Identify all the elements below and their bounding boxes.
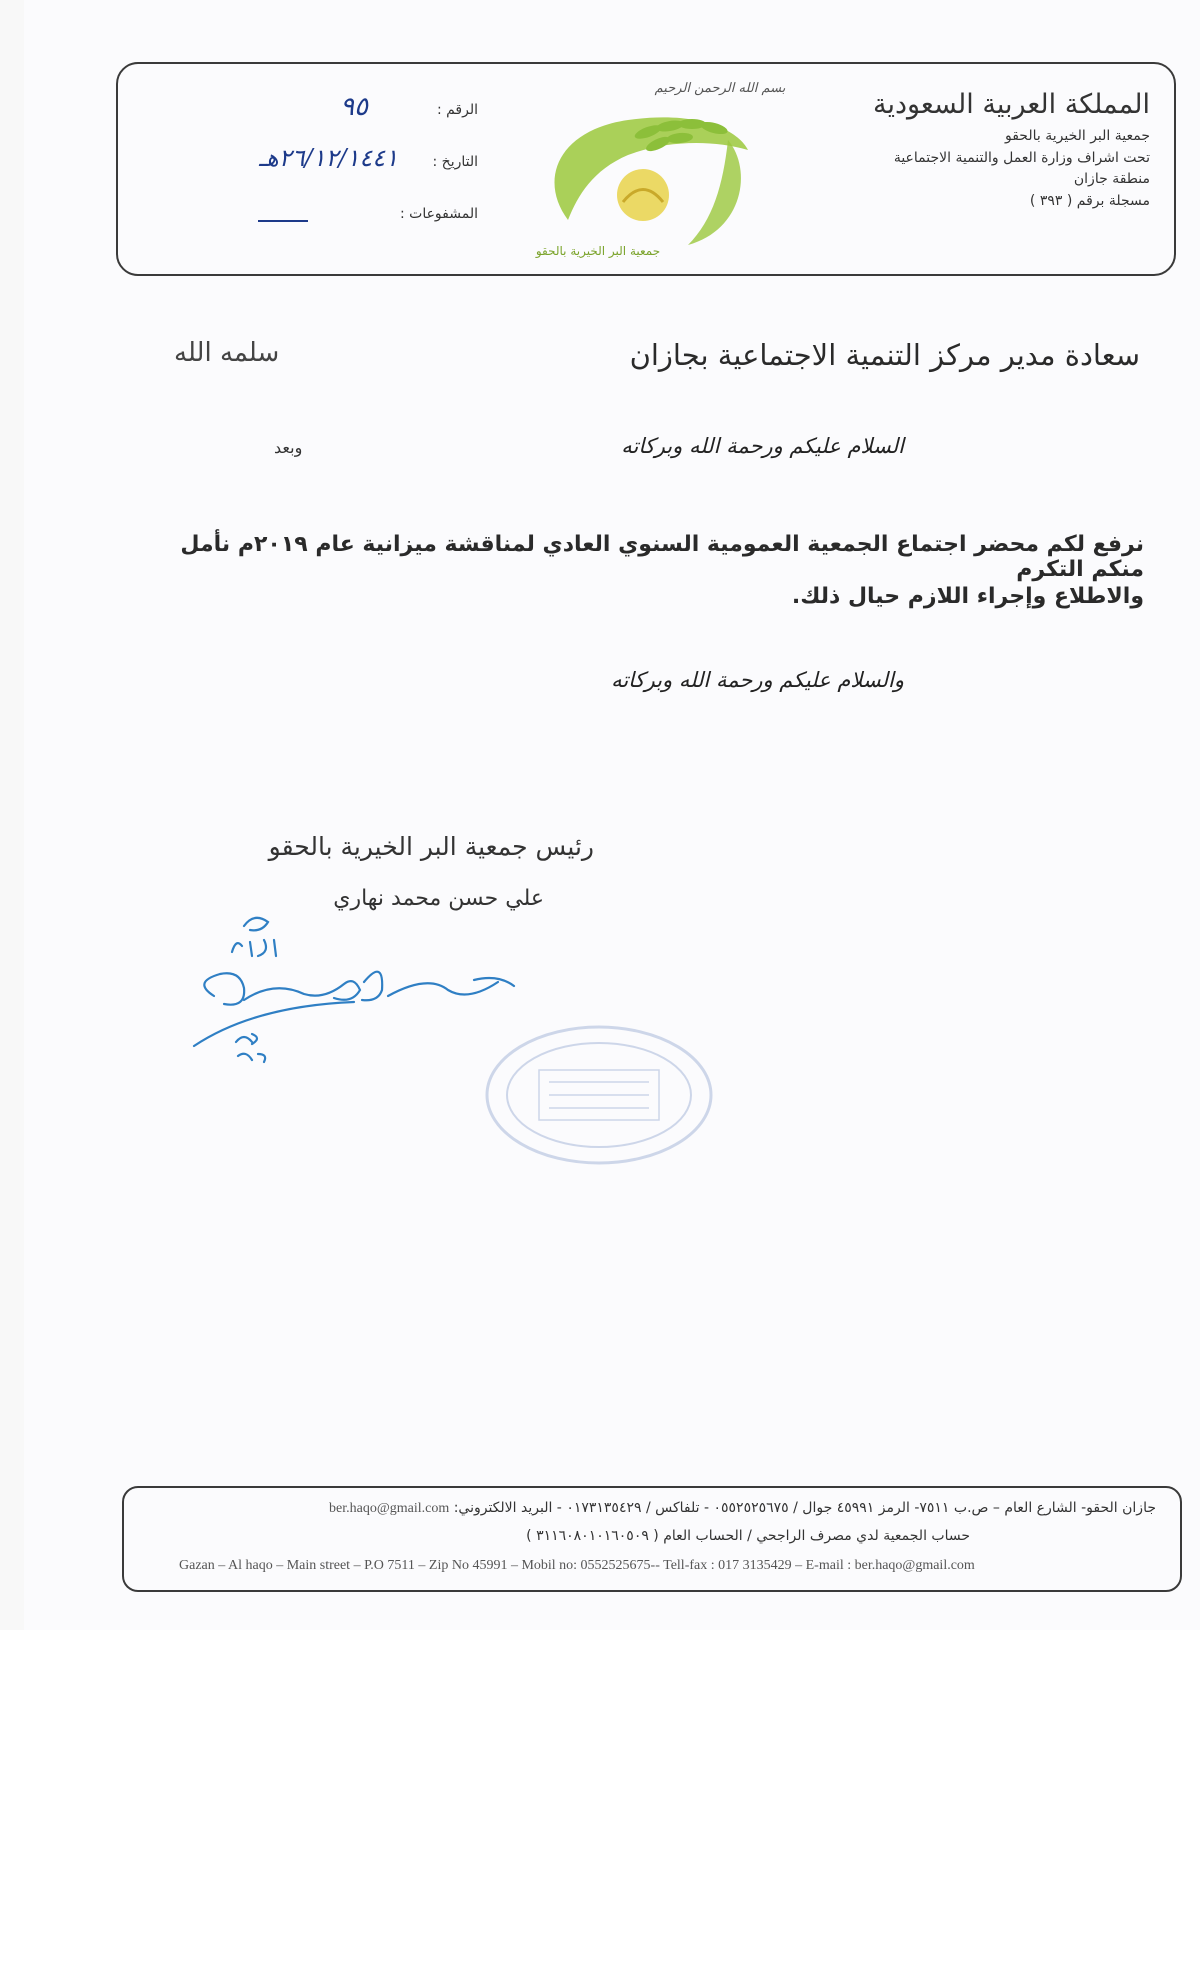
- attachments-dash: [258, 220, 308, 222]
- number-value: ٩٥: [340, 92, 368, 122]
- wheat-logo-icon: [498, 70, 798, 270]
- registration-line: مسجلة برقم ( ٣٩٣ ): [1029, 192, 1150, 209]
- signature-date: ١٤٤١ ٢٦ ١٢: [174, 896, 179, 897]
- salutation-honorific: سلمه الله: [174, 338, 280, 368]
- letter-footer: [122, 1486, 1182, 1592]
- date-label: التاريخ :: [432, 154, 478, 170]
- attachments-label: المشفوعات :: [399, 206, 478, 222]
- president-name: علي حسن محمد نهاري: [333, 886, 544, 911]
- body-paragraph-line2: والاطلاع وإجراء اللازم حيال ذلك.: [791, 584, 1144, 609]
- addressee: سعادة مدير مركز التنمية الاجتماعية بجازان: [629, 338, 1140, 372]
- logo-caption: جمعية البر الخيرية بالحقو: [535, 244, 661, 258]
- footer-address-line: [329, 1500, 1156, 1517]
- blank-margin: [0, 1630, 1200, 1976]
- footer-email: ber.haqo@gmail.com: [329, 1501, 450, 1516]
- basmala: بسم الله الرحمن الرحيم: [654, 81, 786, 96]
- supervision-line: تحت اشراف وزارة العمل والتنمية الاجتماعية: [893, 149, 1150, 166]
- date-row: [178, 146, 478, 198]
- kingdom-name: المملكة العربية السعودية: [872, 89, 1150, 120]
- society-logo: [498, 70, 798, 270]
- wabad: وبعد: [274, 438, 303, 457]
- closing: والسلام عليكم ورحمة الله وبركاته: [611, 668, 904, 692]
- footer-bank-line: حساب الجمعية لدي مصرف الراجحي / الحساب العام ( ٣١١٦٠٨٠١٠١٦٠٥٠٩ ): [526, 1528, 970, 1544]
- number-label: الرقم :: [436, 102, 478, 118]
- attachments-row: [178, 198, 478, 250]
- body-paragraph-line1: نرفع لكم محضر اجتماع الجمعية العمومية السنوي العادي لمناقشة ميزانية عام ٢٠١٩م نأمل منكم التكرم: [180, 532, 1144, 582]
- president-title: رئيس جمعية البر الخيرية بالحقو: [268, 832, 594, 861]
- letterhead-org-block: [820, 84, 1150, 213]
- footer-english-line: Gazan – Al haqo – Main street – P.O 7511 – Zip No 45991 – Mobil no: 0552525675-- Tell-fax : 017 3135429 – E-mail : ber.haqo@gmail.com: [179, 1558, 975, 1573]
- society-name: جمعية البر الخيرية بالحقو: [1004, 127, 1150, 144]
- official-stamp-icon: [479, 1020, 719, 1170]
- letterhead: [116, 62, 1176, 276]
- reference-block: [178, 94, 478, 250]
- greeting: السلام عليكم ورحمة الله وبركاته: [621, 434, 904, 458]
- footer-address-text: جازان الحقو- الشارع العام – ص.ب ٧٥١١- الرمز ٤٥٩٩١ جوال / ٠٥٥٢٥٢٥٦٧٥ - تلفاكس / ٠١٧٣١٣٥٤٢٩ - البريد الالكتروني:: [453, 1500, 1156, 1516]
- number-row: [178, 94, 478, 146]
- letter-sheet: [24, 0, 1200, 1630]
- region-line: منطقة جازان: [1073, 171, 1150, 188]
- date-value: ٢٦/١٢/١٤٤١هـ: [259, 144, 398, 172]
